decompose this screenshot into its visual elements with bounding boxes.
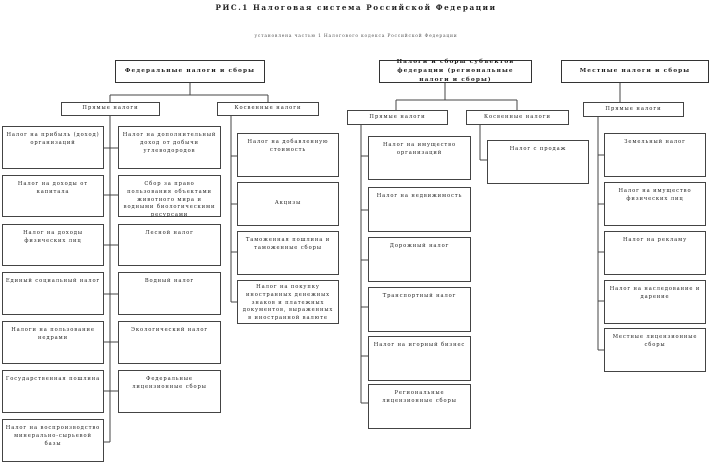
local-direct-label: Прямые налоги [583, 102, 684, 117]
federal-indirect-item: Таможенная пошлина и таможенные сборы [237, 231, 339, 275]
regional-direct-item: Транспортный налог [368, 287, 471, 332]
federal-direct-item: Лесной налог [118, 224, 221, 266]
federal-direct-item: Налог на доходы от капитала [2, 175, 104, 217]
federal-indirect-label: Косвенные налоги [217, 102, 319, 116]
federal-indirect-item: Налог на покупку иностранных денежных знаков и платежных документов, выраженных в иностранной валюте [237, 280, 339, 324]
federal-direct-item: Экологический налог [118, 321, 221, 364]
regional-indirect-item: Налог с продаж [487, 140, 589, 184]
regional-header: Налоги и сборы субъектов федерации (региональные налоги и сборы) [379, 60, 532, 83]
local-direct-item: Налог на рекламу [604, 231, 706, 275]
federal-direct-item: Налог на дополнительный доход от добычи углеводородов [118, 126, 221, 169]
federal-direct-item: Налог на доходы физических лиц [2, 224, 104, 266]
figure-subtitle: установлена частью 1 Налогового кодекса Российской Федерации [254, 34, 458, 39]
local-direct-item: Налог на имущество физических лиц [604, 182, 706, 226]
federal-direct-item: Водный налог [118, 272, 221, 315]
federal-direct-item: Налоги на пользование недрами [2, 321, 104, 364]
local-direct-item: Земельный налог [604, 133, 706, 177]
federal-direct-label: Прямые налоги [61, 102, 160, 116]
regional-direct-label: Прямые налоги [347, 110, 448, 125]
local-direct-item: Местные лицензионные сборы [604, 328, 706, 372]
local-header: Местные налоги и сборы [561, 60, 709, 83]
federal-direct-item: Сбор за право пользования объектами животного мира и водными биологическими ресурсами [118, 175, 221, 217]
federal-indirect-item: Налог на добавленную стоимость [237, 133, 339, 177]
regional-direct-item: Налог на игорный бизнес [368, 336, 471, 381]
federal-direct-item: Единый социальный налог [2, 272, 104, 315]
local-direct-item: Налог на наследование и дарение [604, 280, 706, 324]
federal-direct-item: Федеральные лицензионные сборы [118, 370, 221, 413]
federal-direct-item: Налог на воспроизводство минерально-сырьевой базы [2, 419, 104, 462]
regional-direct-item: Региональные лицензионные сборы [368, 384, 471, 429]
regional-indirect-label: Косвенные налоги [466, 110, 569, 125]
figure-title: РИС.1 Налоговая система Российской Федерации [215, 3, 497, 12]
regional-direct-item: Налог на имущество организаций [368, 136, 471, 180]
federal-direct-item: Налог на прибыль (доход) организаций [2, 126, 104, 169]
federal-header: Федеральные налоги и сборы [115, 60, 265, 83]
federal-indirect-item: Акцизы [237, 182, 339, 226]
regional-direct-item: Дорожный налог [368, 237, 471, 282]
federal-direct-item: Государственная пошлина [2, 370, 104, 413]
regional-direct-item: Налог на недвижимость [368, 187, 471, 232]
